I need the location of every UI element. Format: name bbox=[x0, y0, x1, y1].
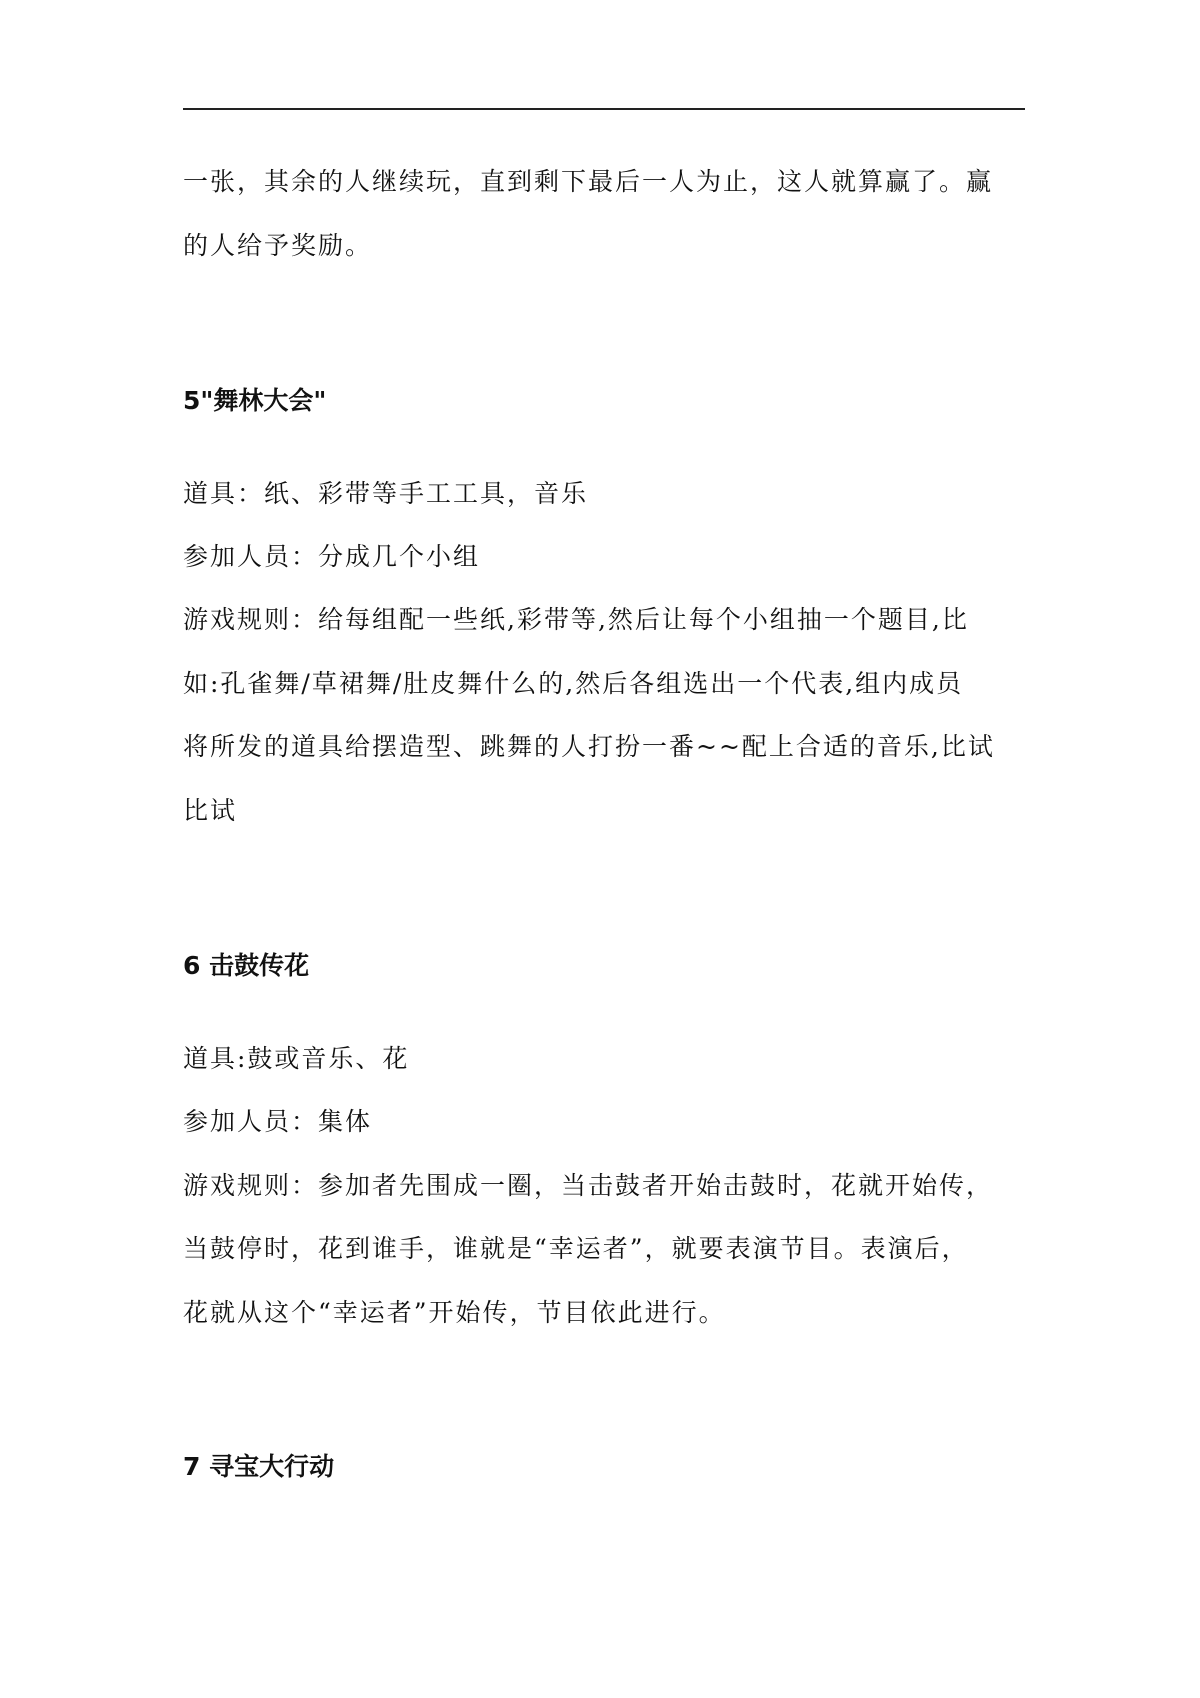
section-line: 比试 bbox=[183, 796, 238, 825]
section-line: 将所发的道具给摆造型、跳舞的人打扮一番~~配上合适的音乐,比试 bbox=[183, 732, 995, 761]
section-heading: 7 寻宝大行动 bbox=[183, 1452, 335, 1481]
section-line: 游戏规则：参加者先围成一圈，当击鼓者开始击鼓时，花就开始传， bbox=[183, 1171, 994, 1200]
section-heading: 5"舞林大会" bbox=[183, 386, 327, 415]
section-line: 参加人员：集体 bbox=[183, 1107, 373, 1136]
section-line: 参加人员：分成几个小组 bbox=[183, 542, 481, 571]
section-line: 如:孔雀舞/草裙舞/肚皮舞什么的,然后各组选出一个代表,组内成员 bbox=[183, 669, 964, 698]
top-divider bbox=[183, 108, 1025, 110]
section-line: 游戏规则：给每组配一些纸,彩带等,然后让每个小组抽一个题目,比 bbox=[183, 605, 969, 634]
section-heading: 6 击鼓传花 bbox=[183, 951, 310, 980]
section-line: 道具：纸、彩带等手工工具，音乐 bbox=[183, 479, 589, 508]
section-line: 花就从这个“幸运者”开始传，节目依此进行。 bbox=[183, 1298, 726, 1327]
intro-line: 一张，其余的人继续玩，直到剩下最后一人为止，这人就算赢了。赢 bbox=[183, 167, 994, 196]
intro-line: 的人给予奖励。 bbox=[183, 231, 373, 260]
section-line: 当鼓停时，花到谁手，谁就是“幸运者”，就要表演节目。表演后， bbox=[183, 1234, 969, 1263]
section-line: 道具:鼓或音乐、花 bbox=[183, 1044, 410, 1073]
